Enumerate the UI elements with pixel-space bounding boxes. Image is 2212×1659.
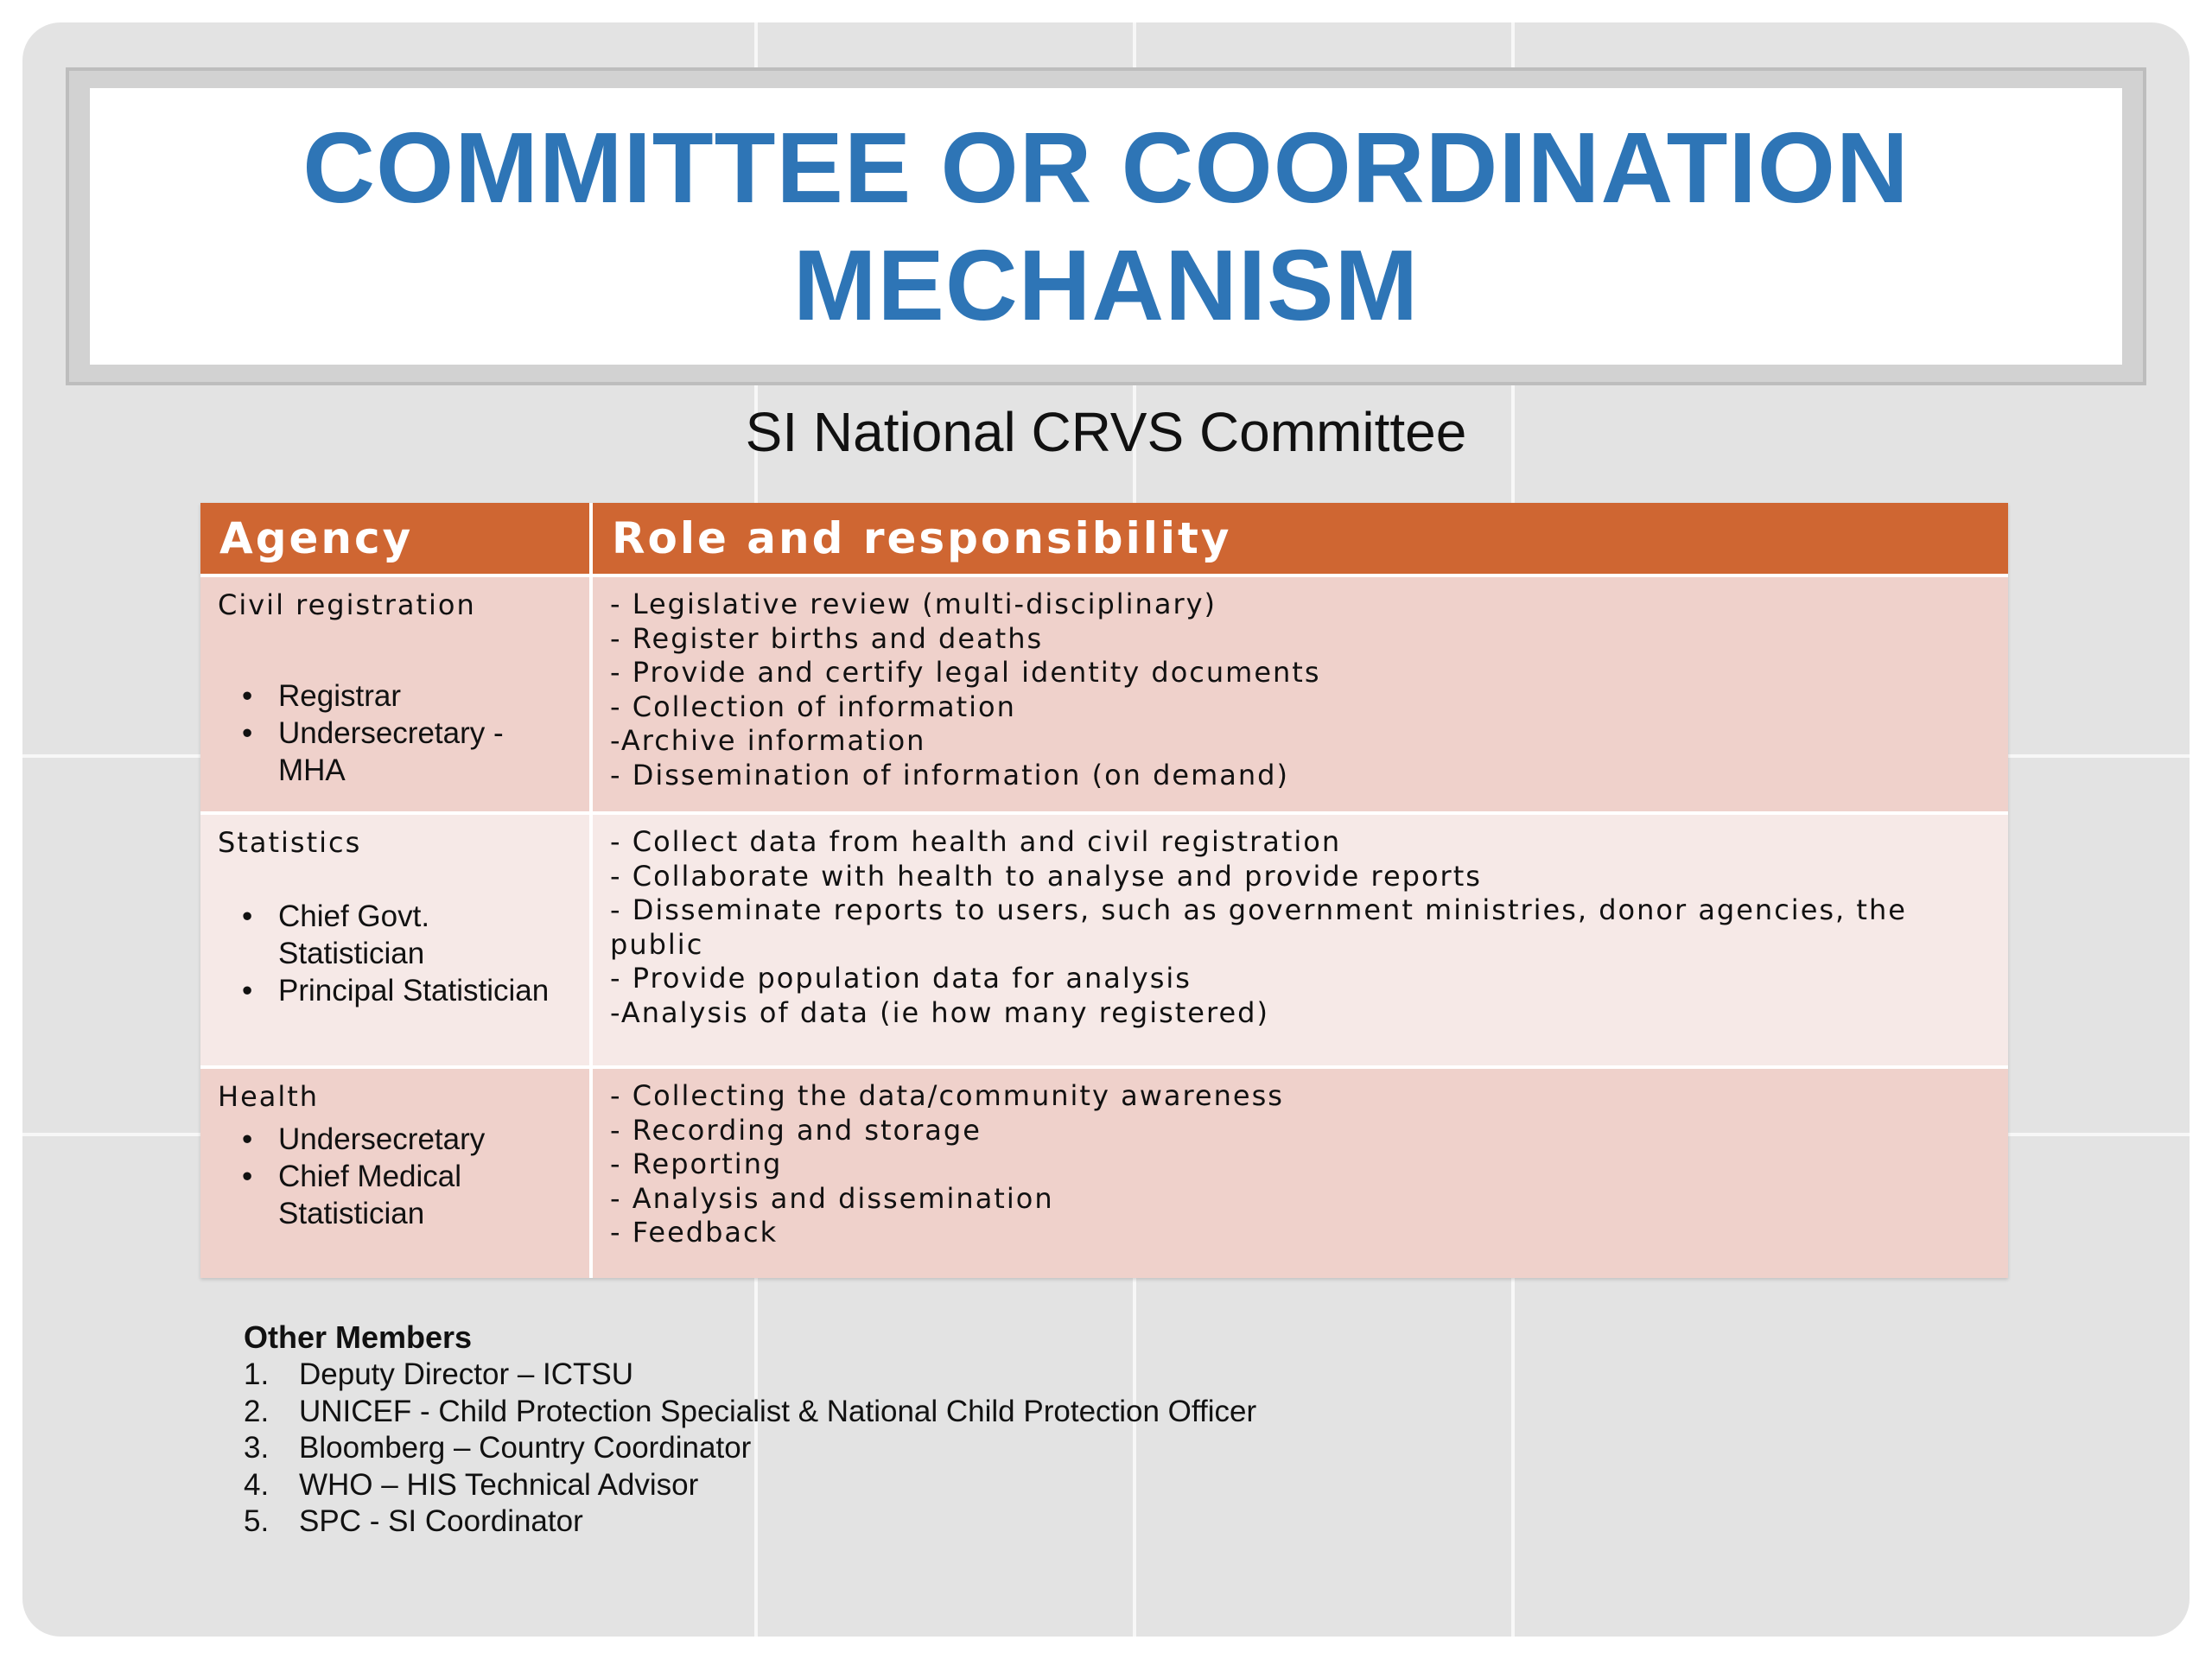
other-members-list	[244, 1357, 1256, 1541]
table-header-row	[200, 503, 2008, 575]
list-text: Bloomberg – Country Coordinator	[299, 1431, 752, 1465]
list-number: 2.	[244, 1394, 270, 1428]
list-number: 4.	[244, 1467, 270, 1502]
title-box	[90, 88, 2122, 365]
member-item: • Undersecretary	[278, 1121, 572, 1158]
role-item: - Collecting the data/community awareness	[610, 1079, 1284, 1112]
agency-member-list	[218, 677, 572, 789]
role-item: - Analysis and dissemination	[610, 1181, 1054, 1215]
header-role: Role and responsibility	[591, 503, 2008, 575]
table-row	[200, 575, 2008, 813]
slide-title-line-2: MECHANISM	[792, 229, 1420, 341]
list-number: 1.	[244, 1357, 270, 1391]
role-item: -Analysis of data (ie how many registered)	[610, 995, 1269, 1029]
table-row	[200, 813, 2008, 1067]
slide-subtitle: SI National CRVS Committee	[745, 401, 1467, 463]
list-text: Deputy Director – ICTSU	[299, 1357, 634, 1391]
agency-name: Health	[218, 1080, 320, 1113]
list-text: WHO – HIS Technical Advisor	[299, 1467, 699, 1502]
list-number: 5.	[244, 1504, 270, 1538]
list-number: 3.	[244, 1431, 270, 1465]
other-members-title: Other Members	[244, 1319, 473, 1355]
member-item: • Registrar	[278, 677, 572, 715]
list-text: UNICEF - Child Protection Specialist & National Child Protection Officer	[299, 1394, 1257, 1428]
slide	[22, 22, 2190, 1637]
agency-cell	[200, 1067, 591, 1278]
table-row	[200, 1067, 2008, 1278]
role-item: - Legislative review (multi-disciplinary)	[610, 588, 1217, 620]
committee-table	[200, 503, 2008, 1278]
agency-name: Civil registration	[218, 588, 476, 621]
other-members-section	[244, 1319, 1256, 1541]
member-item: • Chief Govt. Statistician	[278, 898, 572, 972]
role-item: - Recording and storage	[610, 1113, 982, 1147]
list-text: SPC - SI Coordinator	[299, 1504, 583, 1538]
list-item	[244, 1357, 1256, 1394]
list-item	[244, 1430, 1256, 1467]
role-item: - Reporting	[610, 1147, 783, 1180]
list-item	[244, 1467, 1256, 1504]
list-item	[244, 1394, 1256, 1431]
role-item: - Dissemination of information (on demand)	[610, 758, 1289, 791]
role-item: - Disseminate reports to users, such as government ministries, donor agencies, the public	[610, 893, 1907, 961]
role-item: - Register births and deaths	[610, 621, 1044, 655]
role-item: - Collaborate with health to analyse and provide reports	[610, 859, 1482, 893]
role-item: - Provide and certify legal identity documents	[610, 656, 1321, 689]
agency-member-list	[218, 1121, 572, 1232]
member-item: • Undersecretary - MHA	[278, 715, 572, 789]
member-item: • Principal Statistician	[278, 972, 572, 1009]
slide-title-line-1: COMMITTEE OR COORDINATION	[302, 111, 1910, 224]
role-item: -Archive information	[610, 724, 926, 757]
list-item	[244, 1503, 1256, 1541]
role-item: - Provide population data for analysis	[610, 962, 1192, 995]
header-agency: Agency	[200, 503, 591, 575]
title-frame	[66, 67, 2146, 385]
role-cell	[591, 813, 2008, 1067]
agency-cell	[200, 575, 591, 813]
role-item: - Collection of information	[610, 690, 1016, 723]
role-item: - Feedback	[610, 1216, 779, 1249]
role-item: - Collect data from health and civil registration	[610, 825, 1342, 858]
role-cell	[591, 1067, 2008, 1278]
role-cell	[591, 575, 2008, 813]
agency-cell	[200, 813, 591, 1067]
agency-member-list	[218, 898, 572, 1009]
member-item: • Chief Medical Statistician	[278, 1158, 572, 1232]
agency-name: Statistics	[218, 826, 362, 859]
